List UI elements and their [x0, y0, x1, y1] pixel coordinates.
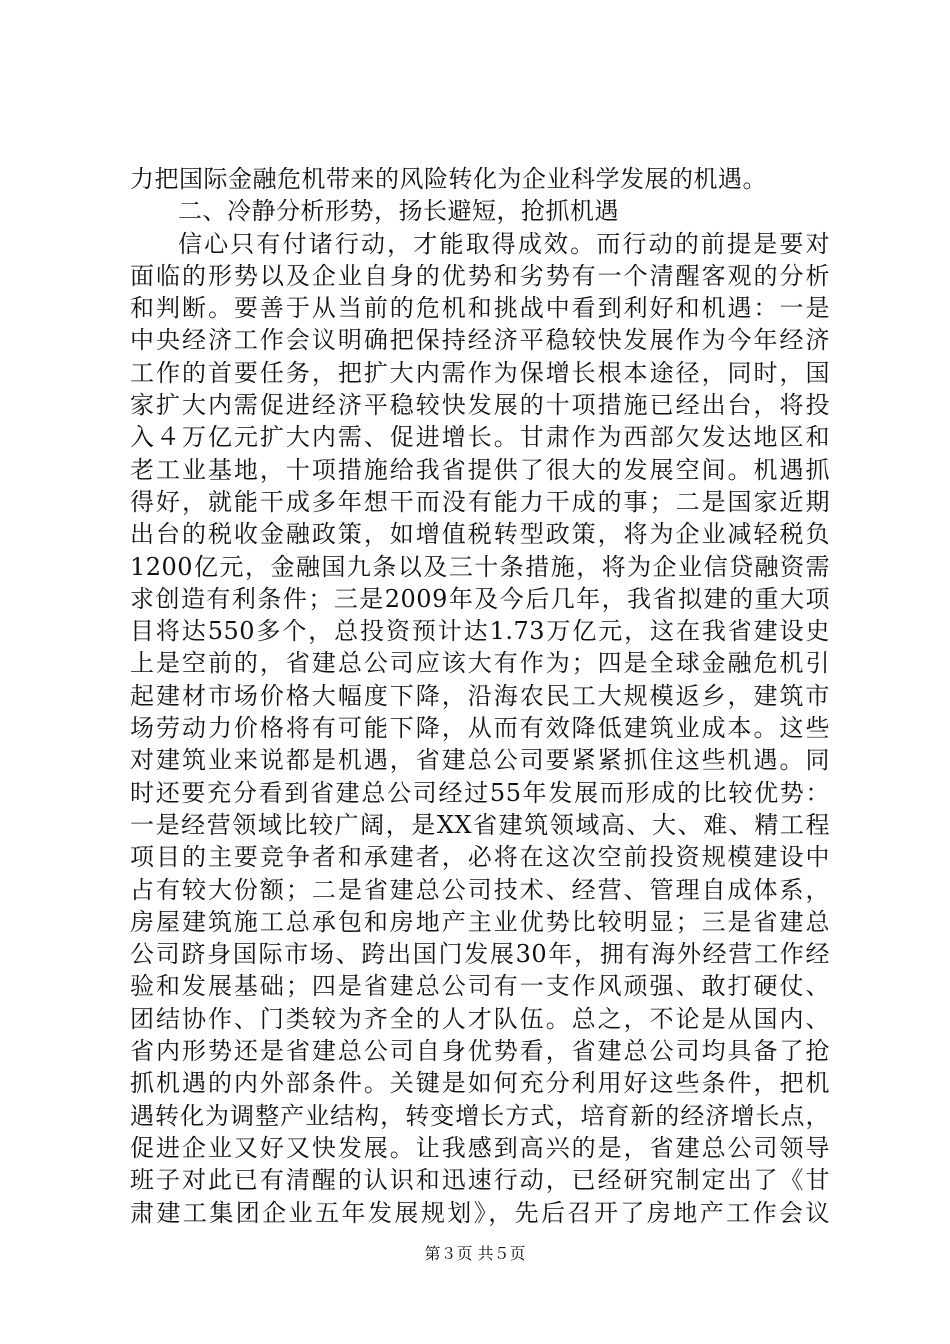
text-line: 得好，就能干成多年想干而没有能力干成的事；二是国家近期 — [130, 487, 830, 516]
text-line: 出台的税收金融政策，如增值税转型政策，将为企业减轻税负 — [130, 520, 830, 549]
text-line: 场劳动力价格将有可能下降，从而有效降低建筑业成本。这些 — [130, 714, 830, 743]
text-line: 起建材市场价格大幅度下降，沿海农民工大规模返乡，建筑市 — [130, 681, 830, 710]
text-line: 1200亿元，金融国九条以及三十条措施，将为企业信贷融资需 — [130, 552, 830, 581]
text-line: 一是经营领域比较广阔，是XX省建筑领域高、大、难、精工程 — [130, 810, 830, 839]
text-line: 房屋建筑施工总承包和房地产主业优势比较明显；三是省建总 — [130, 907, 830, 936]
text-line: 肃建工集团企业五年发展规划》，先后召开了房地产工作会议 — [130, 1198, 830, 1227]
text-line: 对建筑业来说都是机遇，省建总公司要紧紧抓住这些机遇。同 — [130, 746, 830, 775]
text-line: 上是空前的，省建总公司应该大有作为；四是全球金融危机引 — [130, 649, 830, 678]
text-line: 公司跻身国际市场、跨出国门发展30年，拥有海外经营工作经 — [130, 940, 830, 969]
text-line: 班子对此已有清醒的认识和迅速行动，已经研究制定出了《甘 — [130, 1166, 830, 1195]
text-line: 目将达550多个，总投资预计达1.73万亿元，这在我省建设史 — [130, 617, 830, 646]
page-number-footer: 第３页 共５页 — [424, 1244, 526, 1263]
text-line: 面临的形势以及企业自身的优势和劣势有一个清醒客观的分析 — [130, 261, 830, 290]
text-line: 占有较大份额；二是省建总公司技术、经营、管理自成体系， — [130, 875, 830, 904]
text-line: 项目的主要竞争者和承建者，必将在这次空前投资规模建设中 — [130, 843, 830, 872]
section-heading: 二、冷静分析形势，扬长避短，抢抓机遇 — [178, 197, 619, 226]
text-line: 省内形势还是省建总公司自身优势看，省建总公司均具备了抢 — [130, 1037, 830, 1066]
text-line: 家扩大内需促进经济平稳较快发展的十项措施已经出台，将投 — [130, 391, 830, 420]
text-line: 团结协作、门类较为齐全的人才队伍。总之，不论是从国内、 — [130, 1004, 830, 1033]
text-line: 工作的首要任务，把扩大内需作为保增长根本途径，同时，国 — [130, 358, 830, 387]
text-line: 抓机遇的内外部条件。关键是如何充分利用好这些条件，把机 — [130, 1069, 830, 1098]
text-line: 中央经济工作会议明确把保持经济平稳较快发展作为今年经济 — [130, 326, 830, 355]
text-line: 求创造有利条件；三是2009年及今后几年，我省拟建的重大项 — [130, 584, 830, 613]
text-line: 和判断。要善于从当前的危机和挑战中看到利好和机遇：一是 — [130, 294, 830, 323]
body-text — [130, 163, 830, 1229]
text-line: 遇转化为调整产业结构，转变增长方式，培育新的经济增长点， — [130, 1101, 830, 1130]
text-line: 促进企业又好又快发展。让我感到高兴的是，省建总公司领导 — [130, 1133, 830, 1162]
text-line: 信心只有付诸行动，才能取得成效。而行动的前提是要对 — [178, 229, 830, 258]
text-line: 入４万亿元扩大内需、促进增长。甘肃作为西部欠发达地区和 — [130, 423, 830, 452]
text-line: 力把国际金融危机带来的风险转化为企业科学发展的机遇。 — [130, 165, 767, 193]
text-line: 老工业基地，十项措施给我省提供了很大的发展空间。机遇抓 — [130, 455, 830, 484]
text-line: 时还要充分看到省建总公司经过55年发展而形成的比较优势： — [130, 778, 830, 807]
text-line: 验和发展基础；四是省建总公司有一支作风顽强、敢打硬仗、 — [130, 972, 830, 1001]
